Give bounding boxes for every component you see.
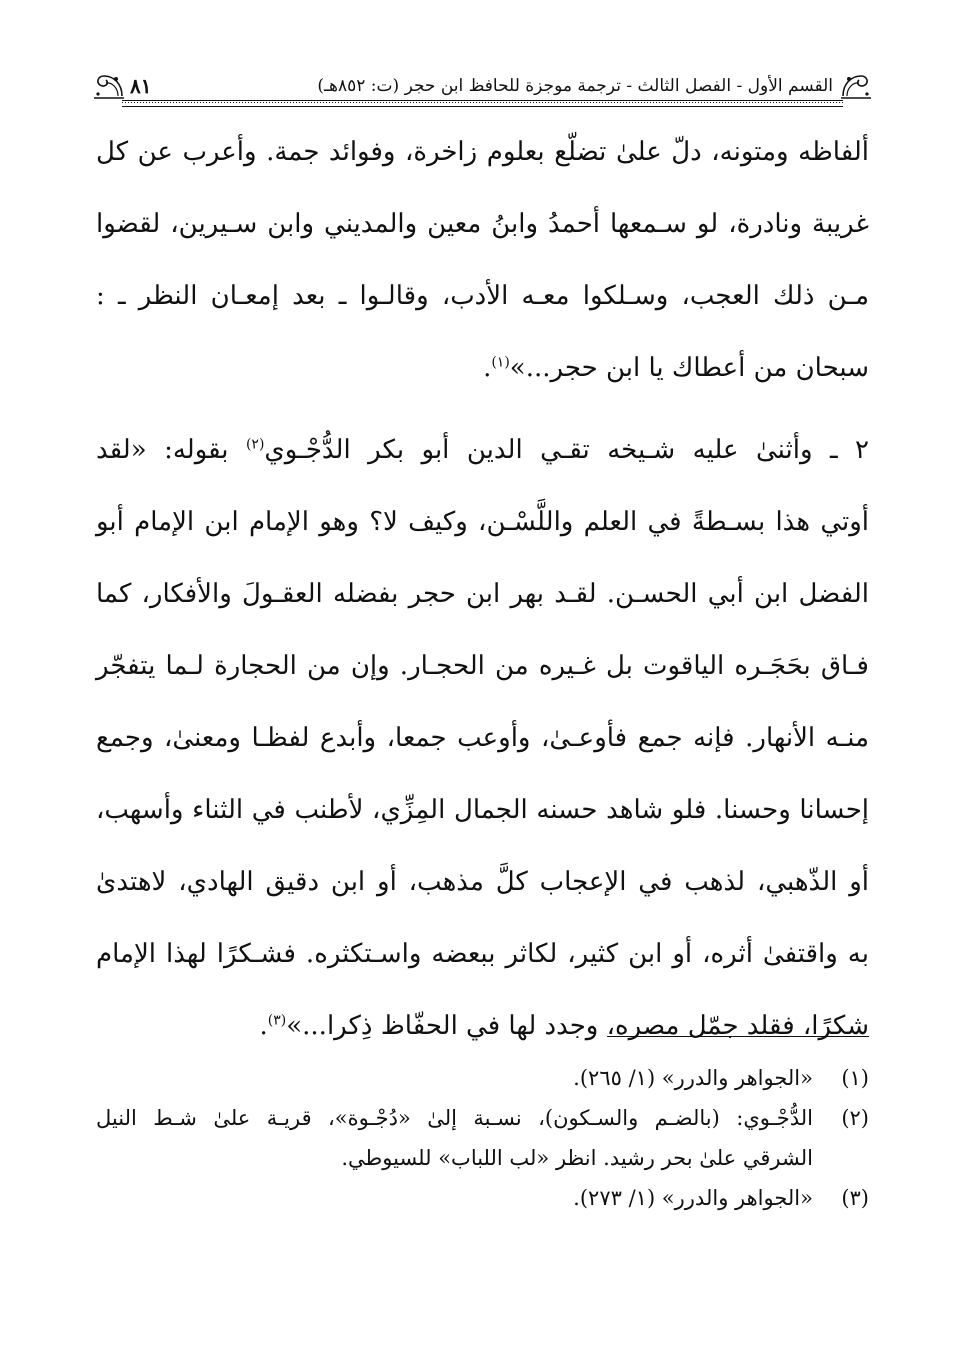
paragraph-1 (96, 116, 869, 404)
text-line: به واقتفىٰ أثره، أو ابن كثير، لكاثر ببعضه واسـتكثره. فشـكرًا لهذا الإمام (96, 939, 869, 969)
footnote-number: (٣) (841, 1186, 869, 1210)
running-title: القسم الأول - الفصل الثالث - ترجمة موجزة للحافظ ابن حجر (ت: ٨٥٢هـ) (317, 76, 833, 96)
footnote-text: «الجواهر والدرر» (١/ ٢٦٥). (573, 1066, 813, 1090)
footnote-divider (607, 1036, 869, 1037)
text-line (96, 332, 869, 404)
footnote-number: (١) (841, 1066, 869, 1090)
main-text (96, 116, 869, 1062)
footnote-text: الشرقي علىٰ بحر رشيد. انظر «لب اللباب» للسيوطي. (341, 1146, 813, 1170)
text-line-content: سبحان من أعطاك يا ابن حجر...» (509, 353, 869, 383)
header-ornament-right-icon (839, 70, 873, 100)
text-line: فـاق بحَجَـره الياقوت بل غـيره من الحجـار. وإن من الحجارة لـما يتفجّر (96, 651, 869, 681)
text-line: ألفاظه ومتونه، دلّ علىٰ تضلّع بعلوم زاخرة، وفوائد جمة. وأعرب عن كل (96, 137, 869, 167)
text-line: أو الذّهبي، لذهب في الإعجاب كلَّ مذهب، أو ابن دقيق الهادي، لاهتدىٰ (96, 867, 869, 897)
text-line: غريبة ونادرة، لو سـمعها أحمدُ وابنُ معين والمديني وابن سـيرين، لقضوا (96, 209, 869, 239)
text-line: إحسانا وحسنا. فلو شاهد حسنه الجمال المِزِّي، لأطنب في الثناء وأسهب، (96, 795, 869, 825)
footnote-number: (٢) (841, 1106, 869, 1130)
text-line-content: ٢ ـ وأثنىٰ عليه شـيخه تقـي الدين أبو بكر الدُّجْـوي (264, 435, 869, 465)
text-line: منـه الأنهار. فإنه جمع فأوعـىٰ، وأوعب جمعا، وأبدع لفظـا ومعنىٰ، وجمع (96, 723, 869, 753)
footnote-3 (96, 1178, 869, 1218)
text-line: أوتي هذا بسـطةً في العلم واللَّسْـن، وكيف لا؟ وهو الإمام ابن الإمام أبو (96, 507, 869, 537)
footnote-2 (96, 1098, 869, 1178)
paragraph-2 (96, 414, 869, 1062)
running-header (92, 66, 873, 106)
text-line: مـن ذلك العجب، وسـلكوا معـه الأدب، وقالـوا ـ بعد إمعـان النظر ـ : (96, 281, 869, 311)
text-line (96, 990, 869, 1062)
page-number: ٨١ (130, 74, 152, 98)
header-divider (122, 100, 843, 107)
sentence-end: . (483, 353, 492, 383)
footnote-ref-2[interactable]: (٢) (245, 436, 265, 453)
text-line: الفضل ابن أبي الحسـن. لقـد بهر ابن حجر بفضله العقـولَ والأفكار، كما (96, 579, 869, 609)
text-line (96, 414, 869, 486)
text-line-content: شكرًا، فقلد جمّل مصره، وجدد لها في الحفّاظ ذِكرا...» (286, 1011, 869, 1041)
footnote-ref-1[interactable]: (١) (491, 354, 510, 371)
header-ornament-left-icon (92, 70, 126, 100)
footnote-text: «الجواهر والدرر» (١/ ٢٧٣). (573, 1186, 813, 1210)
sentence-end: . (259, 1011, 268, 1041)
footnotes (96, 1058, 869, 1218)
text-line-content: بقوله: «لقد (96, 435, 246, 465)
footnote-1 (96, 1058, 869, 1098)
footnote-ref-3[interactable]: (٣) (267, 1012, 287, 1029)
footnote-text: الدُّجْـوي: (بالضـم والسـكون)، نسـبة إلىٰ «دُجْـوة»، قريـة علىٰ شـط النيل (96, 1106, 813, 1130)
